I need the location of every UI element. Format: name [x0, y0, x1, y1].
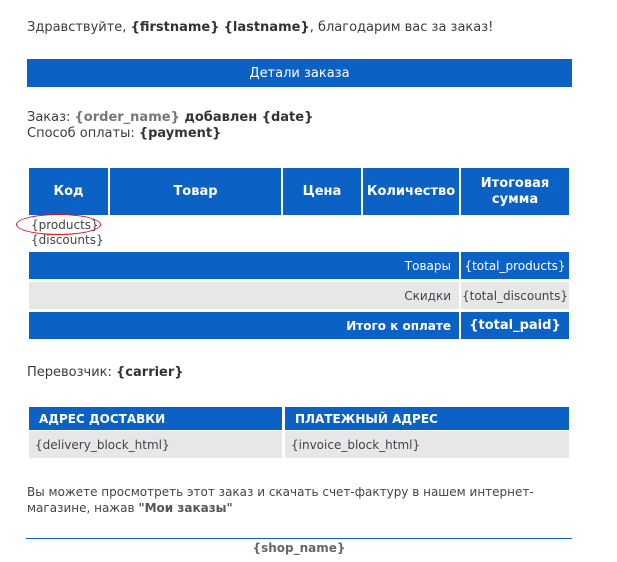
total-paid-value: {total_paid}: [461, 312, 569, 339]
firstname-placeholder: {firstname}: [130, 20, 220, 35]
products-placeholder: {products}: [31, 218, 99, 232]
header-code: Код: [29, 168, 108, 215]
footer-divider: [26, 538, 572, 539]
header-price: Цена: [283, 168, 361, 215]
invoice-address-value: {invoice_block_html}: [285, 431, 569, 458]
greeting-suffix: , благодарим вас за заказ!: [309, 20, 494, 35]
my-orders-link[interactable]: "Мои заказы": [138, 501, 233, 515]
date-placeholder: {date}: [261, 110, 314, 125]
header-product: Товар: [110, 168, 281, 215]
greeting-prefix: Здравствуйте,: [27, 20, 131, 35]
lastname-placeholder: {lastname}: [223, 20, 310, 35]
discounts-placeholder: {discounts}: [31, 233, 104, 247]
payment-placeholder: {payment}: [138, 126, 222, 141]
greeting-line: [27, 20, 493, 35]
total-products-value: {total_products}: [461, 252, 569, 279]
total-discounts-label: Скидки: [29, 282, 459, 309]
shop-name-placeholder: {shop_name}: [252, 541, 346, 555]
order-name-placeholder: {order_name}: [74, 110, 180, 125]
order-details-title: Детали заказа: [27, 59, 572, 87]
total-products-label: Товары: [29, 252, 459, 279]
header-total: Итоговая сумма: [461, 168, 569, 215]
added-label: добавлен: [179, 110, 262, 125]
order-info: [27, 110, 313, 142]
order-label: Заказ:: [27, 110, 75, 125]
payment-label: Способ оплаты:: [27, 126, 139, 141]
header-quantity: Количество: [363, 168, 459, 215]
total-discounts-value: {total_discounts}: [461, 282, 569, 309]
note-text: Вы можете просмотреть этот заказ и скачать счет-фактуру в нашем интернет-магазине, нажав: [27, 485, 534, 515]
highlight-annotation: [16, 214, 101, 235]
invoice-address-header: ПЛАТЕЖНЫЙ АДРЕС: [285, 407, 569, 430]
total-paid-label: Итого к оплате: [29, 312, 459, 339]
carrier-label: Перевозчик:: [27, 365, 117, 380]
order-history-note: [27, 484, 572, 516]
carrier-placeholder: {carrier}: [116, 365, 184, 380]
delivery-address-value: {delivery_block_html}: [29, 431, 282, 458]
carrier-line: [27, 365, 184, 380]
delivery-address-header: АДРЕС ДОСТАВКИ: [29, 407, 282, 430]
order-line: [27, 110, 313, 126]
payment-line: [27, 126, 313, 142]
